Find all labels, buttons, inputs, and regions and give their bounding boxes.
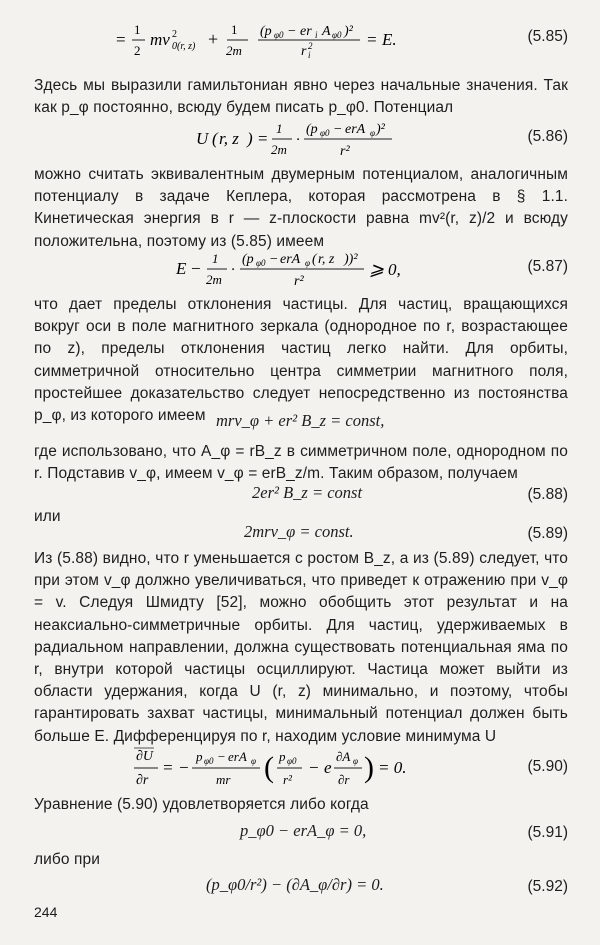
equation-5-85 <box>34 22 568 60</box>
svg-text:=: = <box>162 758 174 777</box>
equation-text: (p_φ0/r²) − (∂A_φ/∂r) = 0. <box>206 875 384 894</box>
svg-text:+: + <box>208 29 219 49</box>
svg-text:2m: 2m <box>206 272 222 287</box>
page-number: 244 <box>34 904 58 920</box>
svg-text:−: − <box>333 122 343 137</box>
svg-text:r²: r² <box>294 274 304 289</box>
equation-5-92 <box>34 872 568 904</box>
svg-text:2: 2 <box>134 43 141 58</box>
svg-text:)²: )² <box>344 24 353 39</box>
equation-unnumbered <box>34 408 568 440</box>
svg-text:=: = <box>116 30 126 49</box>
svg-text:φ: φ <box>251 756 256 766</box>
svg-text:2m: 2m <box>226 43 242 58</box>
svg-text:mv: mv <box>150 30 170 49</box>
svg-text:E: E <box>176 259 187 278</box>
svg-text:erA: erA <box>345 122 366 137</box>
svg-text:(: ( <box>312 252 317 267</box>
equation-5-90 <box>34 749 568 788</box>
paragraph: Из (5.88) видно, что r уменьшается с ростом B_z, а из (5.89) следует, что при этом v_φ должно увеличиваться, что приведет к отражению при v_φ = v. Следуя Шмидту [52], можно обобщить этот результат и на неаксиально-симметричные орбиты. Для частиц, удерживаемых в радиальном направлении, должна существовать потенциальная яма по r, внутри которой частицы осциллируют. Частица может выйти из области удержания, когда U (r, z) минимально, и поэтому, чтобы гарантировать захват частицы, минимальный потенциал должен быть больше E. Дифференцируя по r, находим условие минимума U <box>34 550 568 745</box>
paragraph: Здесь мы выразили гамильтониан явно через начальные значения. Так как p_φ постоянно, всюду будем писать p_φ0. Потенциал <box>34 77 568 117</box>
svg-text:∂U: ∂U <box>136 749 154 764</box>
equation-5-87-graphic <box>174 246 474 290</box>
svg-text:r, z: r, z <box>219 129 239 148</box>
svg-text:mr: mr <box>216 772 231 787</box>
paragraph: что дает пределы отклонения частицы. Для частиц, вращающихся вокруг оси в поле магнитного зеркала (однородное по r, возрастающее по z), пределы отклонения частиц легко найти. Для орбиты, симметричной относительно центра симметрии магнитного поля, простейшее доказательство следует непосредственно из постоянства p_φ, из которого имеем <box>34 296 568 425</box>
equation-5-90-graphic <box>134 744 494 792</box>
equation-number: (5.92) <box>527 878 568 895</box>
svg-text:): ) <box>364 751 374 784</box>
equation-number: (5.91) <box>527 824 568 841</box>
svg-text:(p: (p <box>260 24 272 39</box>
equation-number: (5.88) <box>527 486 568 503</box>
svg-text:erA: erA <box>280 252 301 267</box>
svg-text:))²: ))² <box>344 252 358 267</box>
svg-text:φ0: φ0 <box>204 756 214 766</box>
svg-text:r: r <box>301 44 307 59</box>
svg-text:erA: erA <box>228 749 247 764</box>
svg-text:p: p <box>279 749 286 764</box>
equation-text: mrv_φ + er² B_z = const, <box>216 411 385 430</box>
equation-5-86 <box>34 121 568 159</box>
svg-text:i: i <box>308 50 311 60</box>
svg-text:φ: φ <box>305 258 310 268</box>
equation-number: (5.85) <box>527 28 568 45</box>
equation-text: 2er² B_z = const <box>252 483 363 502</box>
svg-text:(: ( <box>212 129 218 148</box>
svg-text:1: 1 <box>212 251 219 266</box>
svg-text:1: 1 <box>276 121 283 136</box>
paragraph: либо при <box>34 851 100 868</box>
svg-text:2m: 2m <box>271 142 287 157</box>
equation-number: (5.90) <box>527 758 568 775</box>
equation-number: (5.86) <box>527 128 568 145</box>
equation-number: (5.87) <box>527 258 568 275</box>
svg-text:(: ( <box>264 751 274 784</box>
svg-text:= 0.: = 0. <box>378 758 407 777</box>
equation-5-87 <box>34 251 568 289</box>
svg-text:A: A <box>322 24 331 39</box>
svg-text:1: 1 <box>231 22 238 37</box>
svg-text:∂A: ∂A <box>336 749 351 764</box>
svg-text:E.: E. <box>382 30 397 49</box>
svg-text:r, z: r, z <box>318 252 335 267</box>
svg-text:φ0: φ0 <box>332 30 342 40</box>
svg-text:φ0: φ0 <box>256 258 266 268</box>
svg-text:−: − <box>308 758 320 777</box>
svg-text:U: U <box>196 129 209 148</box>
svg-text:1: 1 <box>134 22 141 37</box>
svg-text:2: 2 <box>172 29 177 40</box>
equation-5-86-graphic <box>194 116 454 160</box>
svg-text:er: er <box>300 24 312 39</box>
equation-text: p_φ0 − erA_φ = 0, <box>240 821 367 840</box>
equation-5-85-graphic <box>114 18 514 60</box>
svg-text:φ: φ <box>353 756 358 766</box>
svg-text:0,: 0, <box>388 260 401 279</box>
svg-text:⩾: ⩾ <box>369 259 385 279</box>
svg-text:−: − <box>190 259 202 278</box>
svg-text:−: − <box>288 24 296 39</box>
svg-text:−: − <box>178 758 190 777</box>
svg-text:∂r: ∂r <box>136 773 149 788</box>
svg-text:e: e <box>324 758 332 777</box>
paragraph: где использовано, что A_φ = rB_z в симметричном поле, однородном по r. Подставив v_φ, имеем v_φ = erB_z/m. Таким образом, получаем <box>34 443 568 483</box>
svg-text:·: · <box>296 132 300 148</box>
svg-text:p: p <box>196 749 203 764</box>
equation-number: (5.89) <box>527 525 568 542</box>
equation-5-89 <box>34 519 568 551</box>
svg-text:−: − <box>269 252 279 267</box>
svg-text:φ0: φ0 <box>274 30 284 40</box>
paragraph: Уравнение (5.90) удовлетворяется либо когда <box>34 796 369 813</box>
svg-text:−: − <box>217 749 226 764</box>
svg-text:(p: (p <box>306 122 318 137</box>
svg-text:i: i <box>315 30 318 40</box>
paragraph: можно считать эквивалентным двумерным потенциалом, аналогичным потенциалу в задаче Кеплера, которая рассмотрена в § 1.1. Кинетическая энергия в r — z-плоскости равна mv²(r, z)/2 и всюду положительна, поэтому из (5.85) имеем <box>34 166 568 250</box>
svg-text:r²: r² <box>283 772 292 787</box>
svg-text:·: · <box>231 262 235 278</box>
paragraph: или <box>34 508 61 525</box>
svg-text:∂r: ∂r <box>338 772 350 787</box>
equation-text: 2mrv_φ = const. <box>244 522 354 541</box>
svg-text:r²: r² <box>340 144 350 159</box>
svg-text:2: 2 <box>308 41 313 51</box>
svg-text:φ0: φ0 <box>287 756 297 766</box>
equation-5-91 <box>34 818 568 850</box>
svg-text:0(r, z): 0(r, z) <box>172 41 196 52</box>
svg-text:) =: ) = <box>247 129 269 148</box>
svg-text:φ: φ <box>370 128 375 138</box>
svg-text:(p: (p <box>242 252 254 267</box>
svg-text:φ0: φ0 <box>320 128 330 138</box>
svg-text:=: = <box>366 30 378 49</box>
svg-text:)²: )² <box>376 122 385 137</box>
